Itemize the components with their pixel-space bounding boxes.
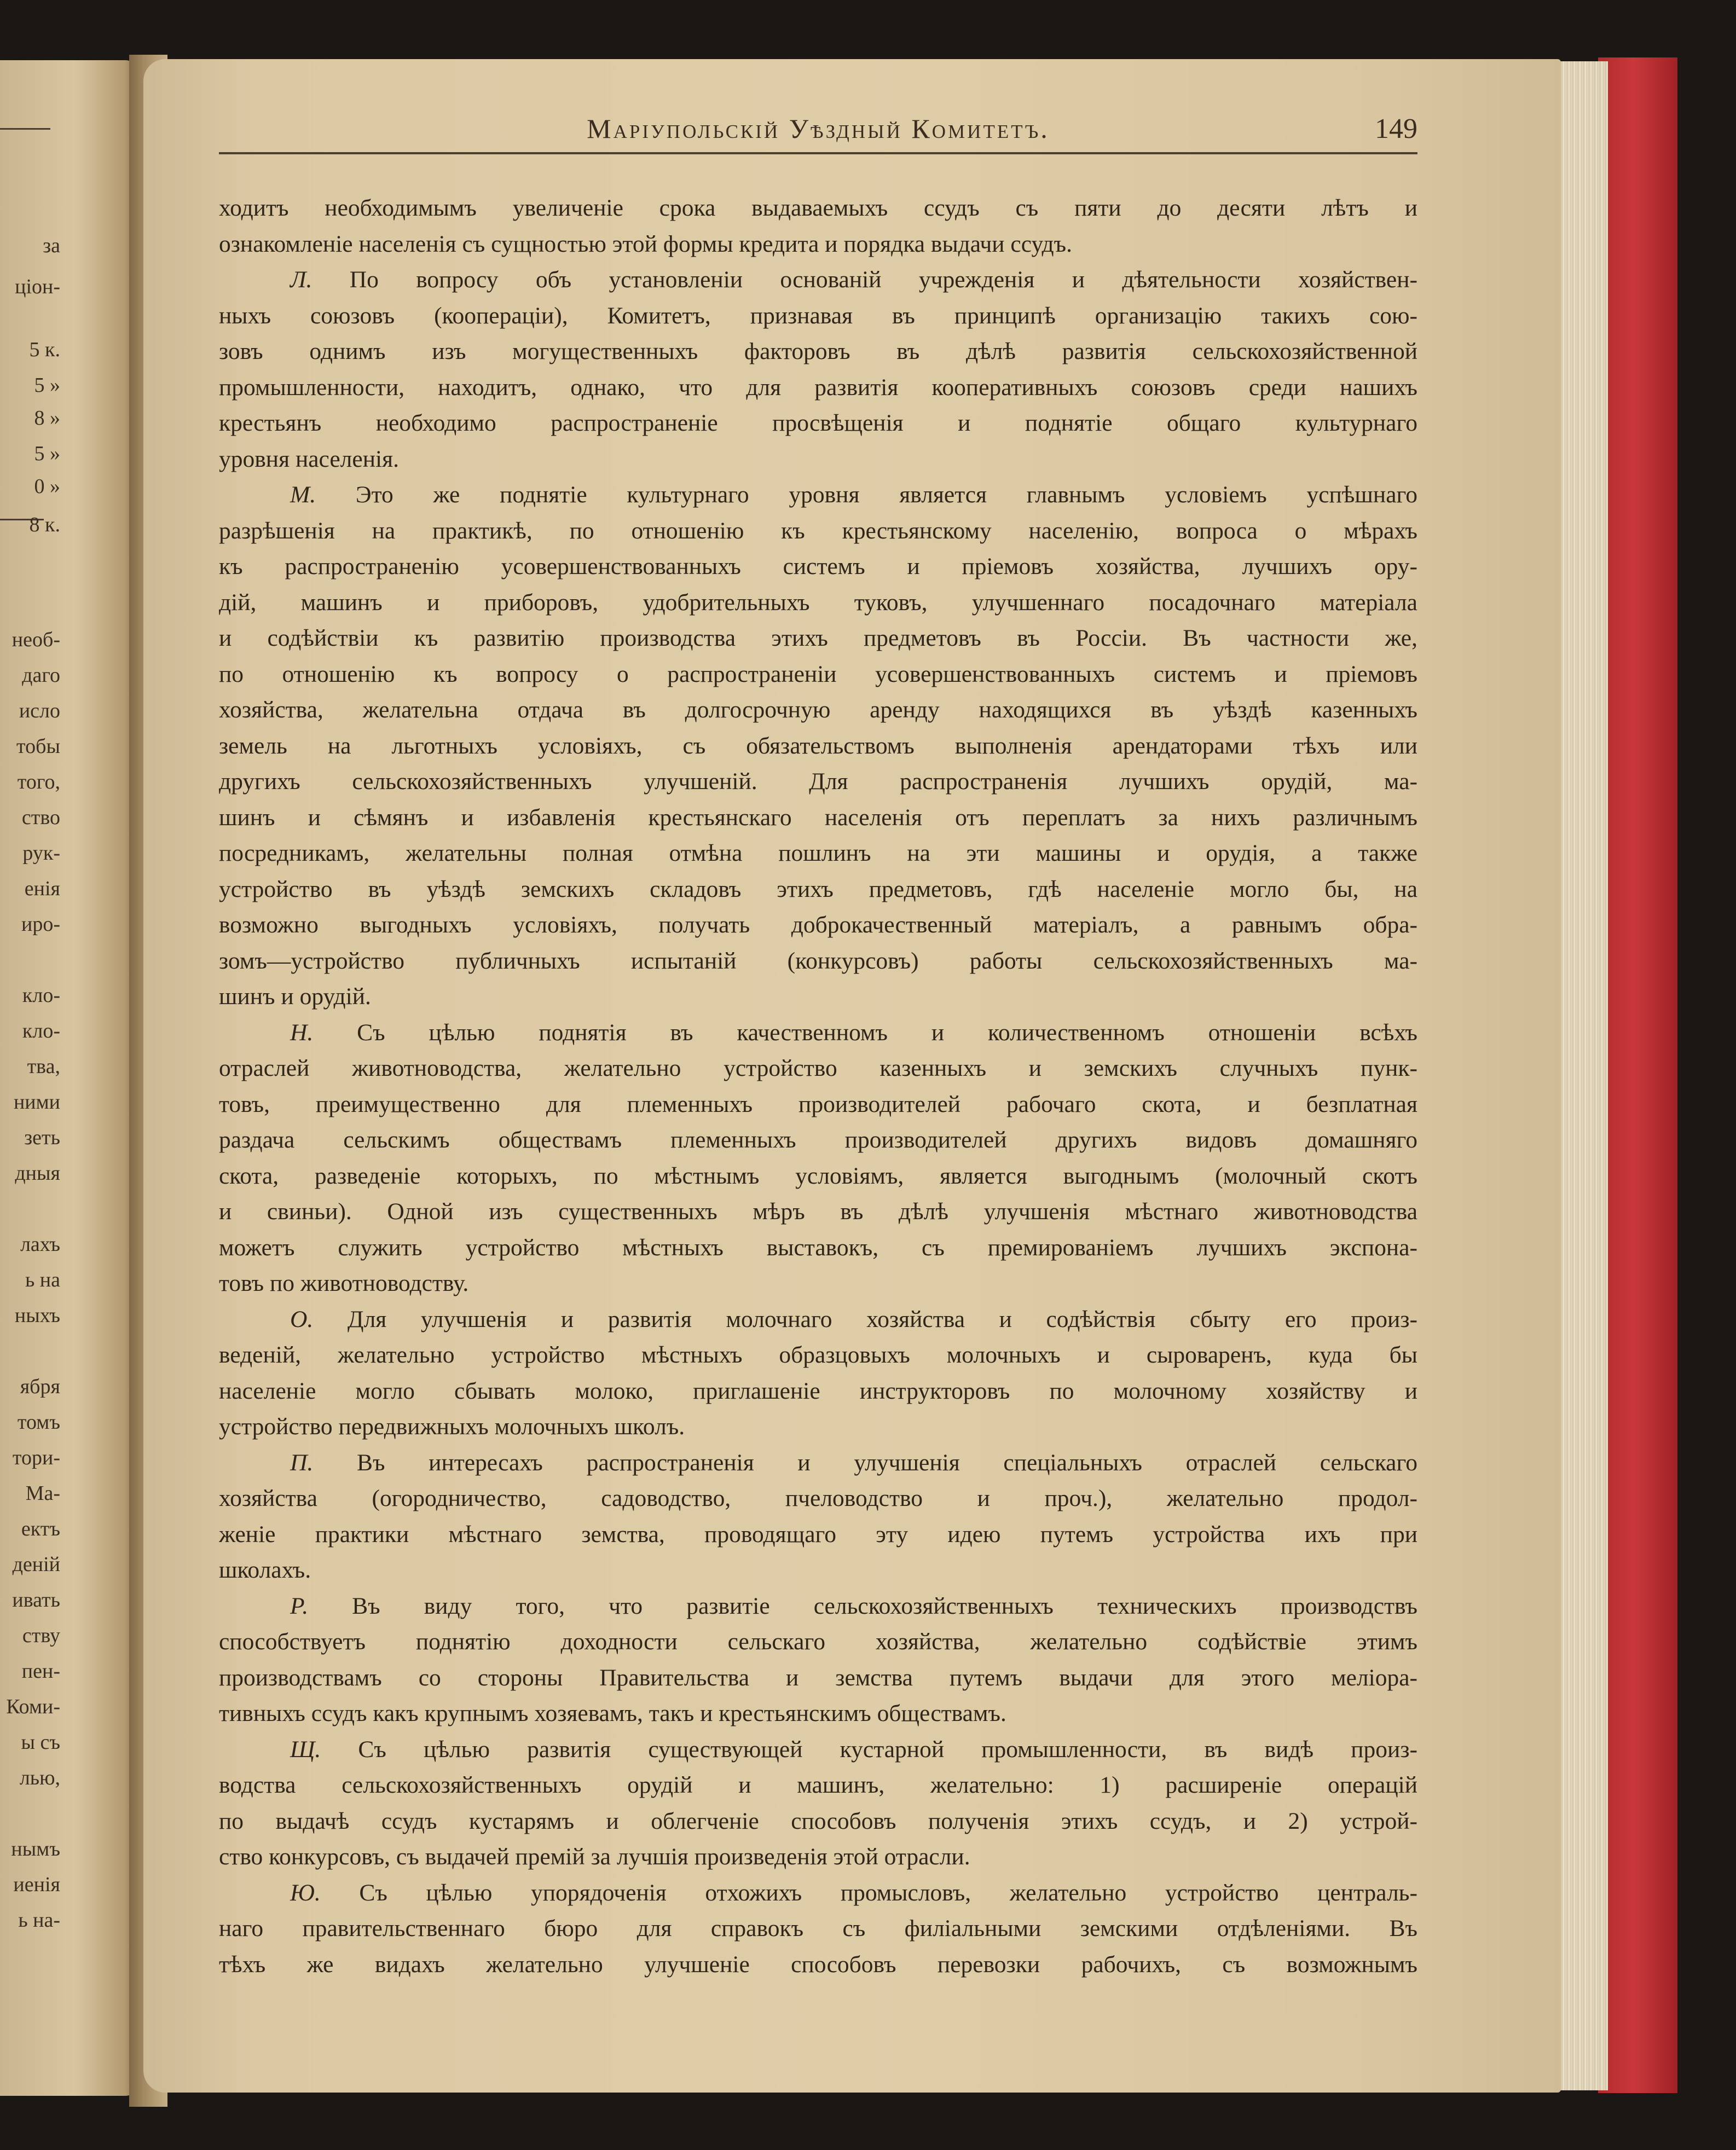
text-line-content: другихъ сельскохозяйственныхъ улучшеній. Для распространенія лучшихъ орудій, ма-: [219, 768, 1417, 795]
left-page-fragment-text: лахъ: [20, 1233, 60, 1256]
text-line-content: веденій, желательно устройство мѣстныхъ образцовыхъ молочныхъ и сыроваренъ, куда бы: [219, 1342, 1417, 1368]
section-letter: М.: [290, 482, 316, 508]
text-line-content: Для улучшенія и развитія молочнаго хозяйства и содѣйствія сбыту его произ-: [347, 1306, 1417, 1332]
text-line-content: земель на льготныхъ условіяхъ, съ обязательствомъ выполненія арендаторами тѣхъ или: [219, 732, 1417, 759]
text-line: [219, 1552, 1417, 1589]
text-line: [219, 1624, 1417, 1660]
text-line-content: водства сельскохозяйственныхъ орудій и машинъ, желательно: 1) расширеніе операцій: [219, 1772, 1417, 1798]
text-line: [219, 1589, 1417, 1625]
text-line: [219, 1015, 1417, 1051]
text-line-content: шинъ и орудій.: [219, 983, 371, 1010]
section-letter: О.: [290, 1306, 314, 1332]
text-line-content: устройство въ уѣздѣ земскихъ складовъ этихъ предметовъ, гдѣ населеніе могло бы, на: [219, 876, 1417, 902]
left-page-fragment-text: нымъ: [11, 1838, 60, 1861]
page-number: 149: [1375, 113, 1417, 144]
text-line: [219, 549, 1417, 585]
left-page-fragment-text: тори-: [12, 1446, 60, 1469]
text-line-content: ознакомленіе населенія съ сущностью этой формы кредита и порядка выдачи ссудъ.: [219, 230, 1072, 257]
text-line: [219, 907, 1417, 943]
text-line: [219, 1194, 1417, 1230]
text-line-content: производствамъ со стороны Правительства и земства путемъ выдачи для этого меліора-: [219, 1664, 1417, 1691]
text-line-content: хозяйства (огородничество, садоводство, пчеловодство и проч.), желательно продол-: [219, 1485, 1417, 1511]
running-title: Маріупольскій Уѣздный Комитетъ.: [587, 113, 1050, 144]
left-page-fragment-text: 5 к.: [29, 338, 60, 361]
body-text: [219, 190, 1417, 1983]
left-page-fragment-text: 5 »: [34, 442, 60, 465]
text-line-content: женіе практики мѣстнаго земства, проводящаго эту идею путемъ устройства ихъ при: [219, 1521, 1417, 1548]
text-line: [219, 405, 1417, 442]
text-line: [219, 1767, 1417, 1804]
text-line: [219, 657, 1417, 693]
section-letter: П.: [290, 1449, 314, 1476]
left-page-fragment-text: ціон-: [15, 275, 60, 298]
text-line: [219, 477, 1417, 513]
text-line: [219, 836, 1417, 872]
left-page-header-rule: [0, 128, 50, 130]
left-page-fragment-text: пен-: [21, 1660, 60, 1683]
left-page-fragment-text: ство: [21, 806, 60, 829]
left-page-fragment-text: кло-: [22, 984, 60, 1007]
left-page-fragment-text: исло: [19, 699, 60, 722]
text-line: [219, 1481, 1417, 1517]
section-letter: Л.: [290, 266, 313, 293]
text-line-content: крестьянъ необходимо распространеніе просвѣщенія и поднятіе общаго культурнаго: [219, 410, 1417, 436]
section-letter: Р.: [290, 1592, 309, 1619]
text-line-content: устройство передвижныхъ молочныхъ школъ.: [219, 1413, 685, 1440]
left-page-fragment-text: рук-: [22, 842, 60, 865]
text-line: [219, 943, 1417, 980]
text-line: [219, 334, 1417, 370]
left-page-fragment-text: даго: [22, 664, 60, 687]
left-page-fragment-text: дныя: [15, 1162, 60, 1185]
text-line-content: раздача сельскимъ обществамъ племенныхъ производителей другихъ видовъ домашняго: [219, 1127, 1417, 1153]
text-line-content: уровня населенія.: [219, 445, 399, 472]
text-line: [219, 1911, 1417, 1947]
text-line: [219, 370, 1417, 406]
left-page-fragment-text: 8 »: [34, 407, 60, 430]
text-line-content: Это же поднятіе культурнаго уровня является главнымъ условіемъ успѣшнаго: [355, 482, 1417, 508]
text-line: [219, 728, 1417, 764]
left-page-fragment-text: Коми-: [6, 1695, 60, 1718]
text-line-content: школахъ.: [219, 1557, 311, 1583]
left-page-fragment-text: 8 к.: [29, 513, 60, 536]
red-book-cover: [1598, 57, 1677, 2093]
left-page-fragment-text: ы съ: [21, 1731, 60, 1754]
text-line: [219, 1696, 1417, 1732]
text-line-content: хозяйства, желательна отдача въ долгосрочную аренду находящихся въ уѣздѣ казенныхъ: [219, 697, 1417, 723]
text-line: [219, 227, 1417, 263]
left-page-fragment-text: тобы: [16, 735, 60, 758]
text-line: [219, 1337, 1417, 1374]
left-page-fragment-text: за: [43, 234, 60, 257]
text-line: [219, 190, 1417, 227]
left-page-fragment-text: ними: [13, 1091, 60, 1114]
text-line-content: по отношенію къ вопросу о распространеніи усовершенствованныхъ системъ и пріемовъ: [219, 660, 1417, 687]
left-page-fragment-text: ныхъ: [14, 1304, 60, 1327]
left-page-fragment-text: кло-: [22, 1019, 60, 1042]
text-line: [219, 1875, 1417, 1911]
text-line-content: разрѣшенія на практикѣ, по отношенію къ крестьянскому населенію, вопроса о мѣрахъ: [219, 517, 1417, 544]
text-line-content: Въ виду того, что развитіе сельскохозяйственныхъ техническихъ производствъ: [352, 1592, 1417, 1619]
text-line-content: тивныхъ ссудъ какъ крупнымъ хозяевамъ, такъ и крестьянскимъ обществамъ.: [219, 1700, 1006, 1726]
left-page-fragment-text: ектъ: [21, 1517, 60, 1540]
text-line: [219, 1732, 1417, 1768]
text-line: [219, 1445, 1417, 1481]
text-line-content: ныхъ союзовъ (коопераціи), Комитетъ, признавая въ принципѣ организацію такихъ сою-: [219, 302, 1417, 329]
left-page-fragment-text: томъ: [17, 1411, 60, 1434]
left-page-fragment-text: ября: [20, 1375, 60, 1398]
text-line-content: ство конкурсовъ, съ выдачей премій за лучшія произведенія этой отрасли.: [219, 1844, 970, 1870]
text-line-content: По вопросу объ установленіи основаній учрежденія и дѣятельности хозяйствен-: [349, 266, 1417, 293]
text-line-content: зомъ—устройство публичныхъ испытаній (конкурсовъ) работы сельскохозяйственныхъ ма-: [219, 947, 1417, 974]
text-line-content: населеніе могло сбывать молоко, приглашеніе инструкторовъ по молочному хозяйству и: [219, 1377, 1417, 1404]
text-line-content: дій, машинъ и приборовъ, удобрительныхъ туковъ, улучшеннаго посадочнаго матеріала: [219, 589, 1417, 616]
text-line-content: шинъ и сѣмянъ и избавленія крестьянскаго населенія отъ переплатъ за нихъ различнымъ: [219, 804, 1417, 831]
left-page-fragment: [0, 60, 136, 2096]
text-line: [219, 764, 1417, 800]
left-page-fragment-text: ь на-: [18, 1909, 60, 1932]
section-letter: Щ.: [290, 1736, 321, 1763]
text-line-content: тѣхъ же видахъ желательно улучшеніе способовъ перевозки рабочихъ, съ возможнымъ: [219, 1951, 1417, 1978]
text-line: [219, 1947, 1417, 1983]
left-page-fragment-text: енія: [24, 877, 60, 900]
page-header: [219, 108, 1417, 154]
text-line: [219, 1230, 1417, 1266]
section-letter: Ю.: [290, 1879, 321, 1906]
text-line-content: Съ цѣлью упорядоченія отхожихъ промысловъ, желательно устройство централь-: [359, 1879, 1417, 1906]
left-page-fragment-text: того,: [17, 770, 60, 793]
text-line: [219, 298, 1417, 334]
text-line-content: Съ цѣлью развитія существующей кустарной промышленности, въ видѣ произ-: [358, 1736, 1417, 1763]
text-line-content: зовъ однимъ изъ могущественныхъ факторовъ въ дѣлѣ развитія сельскохозяйственной: [219, 338, 1417, 364]
text-line: [219, 1660, 1417, 1696]
text-line: [219, 1302, 1417, 1338]
text-line: [219, 1051, 1417, 1087]
text-line: [219, 1804, 1417, 1840]
text-line-content: Съ цѣлью поднятія въ качественномъ и количественномъ отношеніи всѣхъ: [357, 1019, 1417, 1046]
text-line: [219, 262, 1417, 298]
text-line: [219, 692, 1417, 728]
text-line: [219, 621, 1417, 657]
text-line: [219, 1517, 1417, 1553]
text-line-content: Въ интересахъ распространенія и улучшенія спеціальныхъ отраслей сельскаго: [356, 1449, 1417, 1476]
text-line-content: товъ по животноводству.: [219, 1270, 469, 1296]
text-line: [219, 585, 1417, 621]
text-line: [219, 1087, 1417, 1123]
left-page-fragment-text: Ма-: [25, 1482, 60, 1505]
text-line-content: возможно выгодныхъ условіяхъ, получать доброкачественный матеріалъ, а равнымъ обра-: [219, 912, 1417, 938]
text-line: [219, 1374, 1417, 1410]
left-page-fragment-text: тва,: [27, 1055, 60, 1078]
text-line-content: скота, разведеніе которыхъ, по мѣстнымъ условіямъ, является выгоднымъ (молочный скотъ: [219, 1162, 1417, 1189]
text-line: [219, 1266, 1417, 1302]
left-page-fragment-text: необ-: [11, 628, 60, 651]
left-page-fragment-text: иро-: [21, 913, 60, 936]
text-line: [219, 1158, 1417, 1195]
left-page-fragment-text: 5 »: [34, 374, 60, 397]
text-line-content: способствуетъ поднятію доходности сельскаго хозяйства, желательно содѣйствіе этимъ: [219, 1629, 1417, 1655]
text-line-content: наго правительственнаго бюро для справокъ съ филіальными земскими отдѣленіями. Въ: [219, 1915, 1417, 1942]
text-line: [219, 872, 1417, 908]
text-line: [219, 800, 1417, 836]
text-line-content: можетъ служить устройство мѣстныхъ выставокъ, съ премированіемъ лучшихъ экспона-: [219, 1234, 1417, 1261]
section-letter: Н.: [290, 1019, 314, 1046]
text-line-content: отраслей животноводства, желательно устройство казенныхъ и земскихъ случныхъ пунк-: [219, 1055, 1417, 1081]
left-page-fragment-text: зеть: [24, 1126, 60, 1149]
text-line-content: къ распространенію усовершенствованныхъ системъ и пріемовъ хозяйства, лучшихъ ору-: [219, 553, 1417, 579]
text-line-content: ходитъ необходимымъ увеличеніе срока выдаваемыхъ ссудъ съ пяти до десяти лѣтъ и: [219, 195, 1417, 221]
left-page-fragment-text: иенія: [13, 1873, 60, 1896]
text-line: [219, 1839, 1417, 1875]
left-page-fragment-text: ь на: [25, 1268, 60, 1291]
text-line: [219, 442, 1417, 478]
text-line-content: и свиньи). Одной изъ существенныхъ мѣръ въ дѣлѣ улучшенія мѣстнаго животноводства: [219, 1198, 1417, 1225]
text-line-content: посредникамъ, желательны полная отмѣна пошлинъ на эти машины и орудія, а также: [219, 840, 1417, 866]
left-page-fragment-text: ивать: [12, 1589, 60, 1612]
text-line: [219, 1122, 1417, 1158]
text-line: [219, 513, 1417, 549]
text-line: [219, 979, 1417, 1015]
text-line-content: промышленности, находитъ, однако, что для развитія кооперативныхъ союзовъ среди нашихъ: [219, 374, 1417, 401]
left-page-fragment-text: ству: [22, 1624, 60, 1647]
left-page-fragment-text: деній: [12, 1553, 60, 1576]
left-page-fragment-text: лью,: [19, 1766, 60, 1789]
text-line-content: и содѣйствіи къ развитію производства этихъ предметовъ въ Россіи. Въ частности же,: [219, 625, 1417, 651]
text-line-content: по выдачѣ ссудъ кустарямъ и облегченіе способовъ полученія этихъ ссудъ, и 2) устрой-: [219, 1807, 1417, 1834]
text-line-content: товъ, преимущественно для племенныхъ производителей рабочаго скота, и безплатная: [219, 1091, 1417, 1117]
left-page-fragment-text: 0 »: [34, 475, 60, 498]
text-line: [219, 1409, 1417, 1445]
